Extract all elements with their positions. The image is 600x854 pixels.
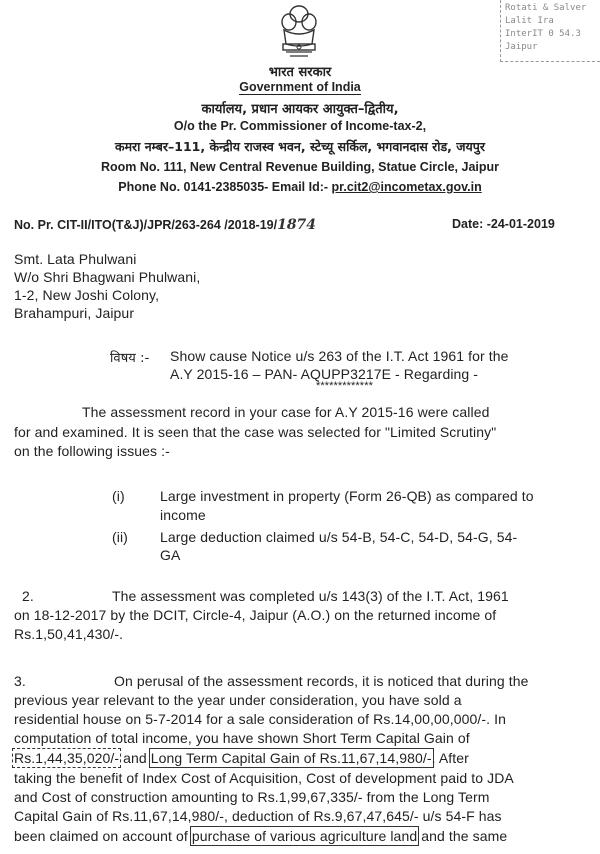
- office-name: O/o the Pr. Commissioner of Income-tax-2,: [173, 119, 427, 133]
- stamp-line: Lalit Ira: [505, 16, 554, 26]
- conjunction: and: [119, 750, 151, 766]
- office-address: Room No. 111, New Central Revenue Building, Statue Circle, Jaipur: [100, 160, 500, 174]
- stamp-line: Jaipur: [505, 42, 538, 52]
- para2-line-3: Rs.1,50,41,430/-.: [14, 626, 124, 642]
- subject-stars: *************: [316, 380, 373, 392]
- para2-line-1: The assessment was completed u/s 143(3) of the I.T. Act, 1961: [112, 588, 509, 604]
- stamp-line: Rotati & Salver: [505, 3, 587, 13]
- addressee-city: Brahampuri, Jaipur: [14, 305, 135, 321]
- claim-text-end: and the same: [417, 828, 508, 844]
- short-term-gain-amount: Rs.1,44,35,020/-: [14, 750, 120, 766]
- issue-text-cont: GA: [160, 547, 181, 563]
- date-label: Date: -: [452, 217, 491, 231]
- email-link[interactable]: pr.cit2@incometax.gov.in: [331, 180, 482, 194]
- para3-line-4: computation of total income, you have shown Short Term Capital Gain of: [14, 730, 470, 746]
- sentence-end: . After: [431, 750, 469, 766]
- para3-line-6: taking the benefit of Index Cost of Acquisition, Cost of development paid to JDA: [14, 770, 514, 786]
- subject-label: विषय :-: [110, 351, 150, 366]
- received-stamp: [500, 0, 600, 62]
- issue-text-cont: income: [160, 507, 206, 523]
- issue-text: Large investment in property (Form 26-QB) as compared to: [160, 488, 534, 504]
- para3-line-5: [14, 750, 469, 766]
- para1-line-2: for and examined. It is seen that the case was selected for "Limited Scrutiny": [14, 424, 497, 440]
- para2-line-2: on 18-12-2017 by the DCIT, Circle-4, Jaipur (A.O.) on the returned income of: [14, 607, 497, 623]
- agriculture-land-phrase: purchase of various agriculture land: [191, 828, 418, 844]
- subject-line-2: A.Y 2015-16 – PAN- AQUPP3217E - Regarding -: [170, 366, 479, 382]
- subject-line-1: Show cause Notice u/s 263 of the I.T. Act 1961 for the: [170, 348, 509, 364]
- para3-line-7: and Cost of construction amounting to Rs.1,99,67,335/- from the Long Term: [14, 789, 490, 805]
- addressee-street: 1-2, New Joshi Colony,: [14, 287, 160, 303]
- para1-line-3: on the following issues :-: [14, 443, 170, 459]
- para3-line-2: previous year relevant to the year under consideration, you have sold a: [14, 692, 462, 708]
- claim-text: been claimed on account of: [14, 828, 192, 844]
- reference-number: [14, 217, 316, 233]
- para2-number: 2.: [22, 588, 34, 604]
- reference-number-handwritten: 1874: [277, 217, 317, 233]
- govt-name-wrap: [0, 80, 600, 94]
- office-hindi: कार्यालय, प्रधान आयकर आयुक्त–द्वितीय,: [201, 102, 399, 117]
- letter-date: [452, 217, 555, 231]
- govt-name-hindi: भारत सरकार: [268, 65, 332, 80]
- para3-line-1: On perusal of the assessment records, it is noticed that during the: [114, 673, 529, 689]
- para3-line-9: [14, 828, 507, 844]
- para3-line-8: Capital Gain of Rs.11,67,14,980/-, deduction of Rs.9,67,47,645/- u/s 54-F has: [14, 808, 502, 824]
- national-emblem-icon: [276, 4, 322, 62]
- para3-line-3: residential house on 5-7-2014 for a sale consideration of Rs.14,00,00,000/-. In: [14, 711, 506, 727]
- contact-line: [0, 180, 600, 194]
- date-value: 24-01-2019: [490, 217, 555, 231]
- phone-email-label: Phone No. 0141-2385035- Email Id:-: [118, 180, 329, 194]
- para3-number: 3.: [14, 673, 26, 689]
- stamp-line: InterIT 0 54.3: [505, 29, 581, 39]
- addressee-relation: W/o Shri Bhagwani Phulwani,: [14, 269, 201, 285]
- long-term-gain-amount: Long Term Capital Gain of Rs.11,67,14,980/-: [150, 750, 432, 766]
- issue-number: (i): [112, 488, 125, 504]
- govt-name: Government of India: [239, 80, 361, 94]
- para1-line-1: The assessment record in your case for A.Y 2015-16 were called: [82, 404, 490, 420]
- addressee-name: Smt. Lata Phulwani: [14, 251, 137, 267]
- issue-text: Large deduction claimed u/s 54-B, 54-C, 54-D, 54-G, 54-: [160, 529, 518, 545]
- reference-number-printed: No. Pr. CIT-II/ITO(T&J)/JPR/263-264 /2018-19/: [14, 218, 278, 232]
- issue-number: (ii): [112, 529, 128, 545]
- address-hindi: कमरा नम्बर–111, केन्द्रीय राजस्व भवन, स्टेच्यू सर्किल, भगवानदास रोड, जयपुर: [114, 139, 486, 154]
